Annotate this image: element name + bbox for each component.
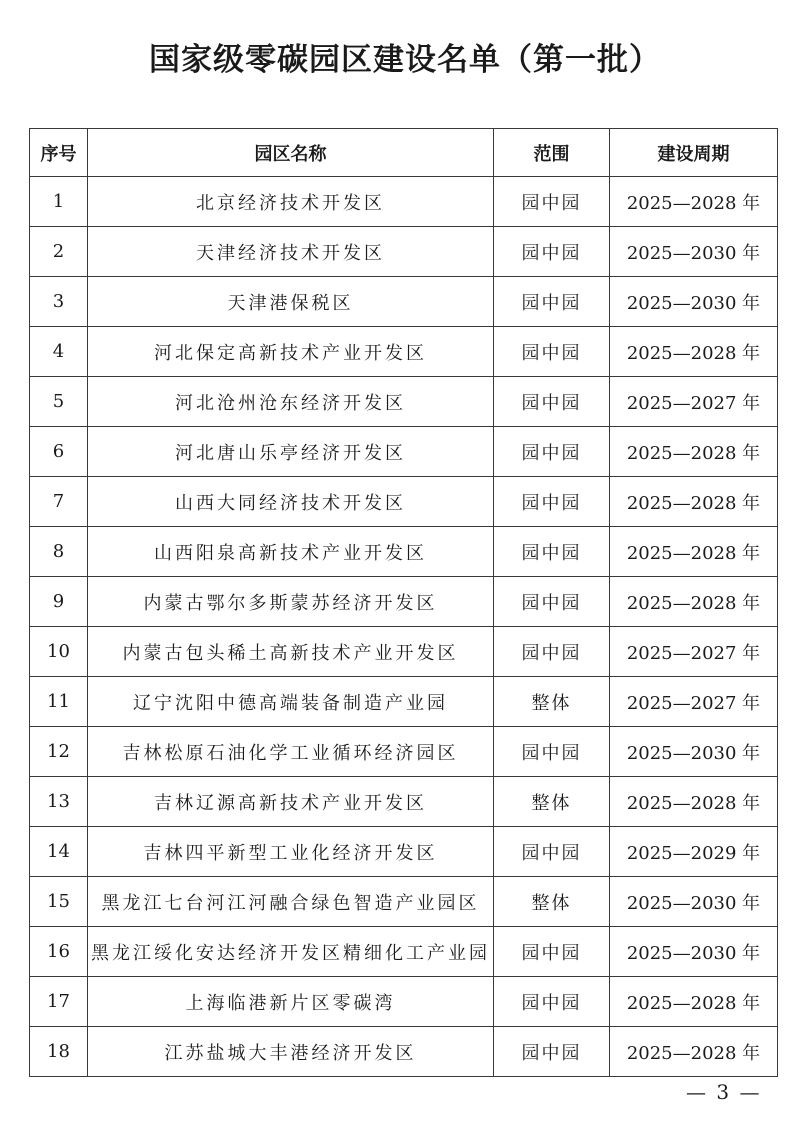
row-index: 13 [30,777,88,827]
table-row [30,477,778,527]
row-period: 2025—2030 年 [610,877,778,927]
row-scope: 整体 [494,777,610,827]
row-name: 内蒙古鄂尔多斯蒙苏经济开发区 [88,577,494,627]
row-name: 天津港保税区 [88,277,494,327]
row-period: 2025—2028 年 [610,577,778,627]
row-name: 山西大同经济技术开发区 [88,477,494,527]
row-name: 吉林松原石油化学工业循环经济园区 [88,727,494,777]
row-scope: 园中园 [494,277,610,327]
row-name: 吉林四平新型工业化经济开发区 [88,827,494,877]
row-name: 天津经济技术开发区 [88,227,494,277]
row-scope: 整体 [494,677,610,727]
row-scope: 园中园 [494,977,610,1027]
row-index: 9 [30,577,88,627]
row-name: 内蒙古包头稀土高新技术产业开发区 [88,627,494,677]
row-index: 7 [30,477,88,527]
row-scope: 园中园 [494,527,610,577]
row-period: 2025—2028 年 [610,527,778,577]
row-period: 2025—2030 年 [610,727,778,777]
header-scope: 范围 [494,129,610,177]
row-scope: 园中园 [494,577,610,627]
row-scope: 整体 [494,877,610,927]
row-scope: 园中园 [494,627,610,677]
row-index: 12 [30,727,88,777]
row-name: 上海临港新片区零碳湾 [88,977,494,1027]
row-scope: 园中园 [494,427,610,477]
row-index: 10 [30,627,88,677]
row-period: 2025—2030 年 [610,927,778,977]
row-index: 17 [30,977,88,1027]
header-index: 序号 [30,129,88,177]
table-row [30,427,778,477]
page-number: — 3 — [686,1080,762,1104]
row-scope: 园中园 [494,1027,610,1077]
table-row [30,977,778,1027]
table-row [30,177,778,227]
row-period: 2025—2028 年 [610,477,778,527]
row-scope: 园中园 [494,177,610,227]
row-scope: 园中园 [494,727,610,777]
row-name: 河北沧州沧东经济开发区 [88,377,494,427]
row-scope: 园中园 [494,927,610,977]
row-index: 8 [30,527,88,577]
table-row [30,677,778,727]
table-body [30,177,778,1077]
row-period: 2025—2030 年 [610,227,778,277]
row-scope: 园中园 [494,377,610,427]
header-period: 建设周期 [610,129,778,177]
table-header [30,129,778,177]
row-scope: 园中园 [494,327,610,377]
row-period: 2025—2028 年 [610,777,778,827]
table-row [30,577,778,627]
row-period: 2025—2027 年 [610,377,778,427]
row-period: 2025—2027 年 [610,677,778,727]
row-index: 3 [30,277,88,327]
page-title: 国家级零碳园区建设名单（第一批） [149,42,661,78]
row-index: 16 [30,927,88,977]
row-name: 黑龙江绥化安达经济开发区精细化工产业园 [88,927,494,977]
table-row [30,327,778,377]
row-index: 18 [30,1027,88,1077]
row-period: 2025—2028 年 [610,1027,778,1077]
table-row [30,627,778,677]
row-period: 2025—2029 年 [610,827,778,877]
row-index: 4 [30,327,88,377]
table-row [30,827,778,877]
row-period: 2025—2028 年 [610,427,778,477]
row-period: 2025—2028 年 [610,177,778,227]
row-index: 11 [30,677,88,727]
header-name: 园区名称 [88,129,494,177]
row-index: 15 [30,877,88,927]
table-row [30,227,778,277]
table-row [30,527,778,577]
row-scope: 园中园 [494,827,610,877]
table-row [30,777,778,827]
row-name: 江苏盐城大丰港经济开发区 [88,1027,494,1077]
table-row [30,927,778,977]
row-index: 1 [30,177,88,227]
header-row [30,129,778,177]
table-row [30,377,778,427]
row-period: 2025—2028 年 [610,977,778,1027]
row-name: 黑龙江七台河江河融合绿色智造产业园区 [88,877,494,927]
row-name: 河北唐山乐亭经济开发区 [88,427,494,477]
park-list-table [29,128,778,1077]
row-name: 辽宁沈阳中德高端装备制造产业园 [88,677,494,727]
row-period: 2025—2030 年 [610,277,778,327]
row-period: 2025—2028 年 [610,327,778,377]
row-index: 2 [30,227,88,277]
row-name: 山西阳泉高新技术产业开发区 [88,527,494,577]
table-row [30,1027,778,1077]
row-scope: 园中园 [494,227,610,277]
table-row [30,727,778,777]
row-index: 5 [30,377,88,427]
row-period: 2025—2027 年 [610,627,778,677]
table-row [30,877,778,927]
row-index: 6 [30,427,88,477]
row-name: 吉林辽源高新技术产业开发区 [88,777,494,827]
row-name: 河北保定高新技术产业开发区 [88,327,494,377]
table-row [30,277,778,327]
row-scope: 园中园 [494,477,610,527]
row-index: 14 [30,827,88,877]
row-name: 北京经济技术开发区 [88,177,494,227]
